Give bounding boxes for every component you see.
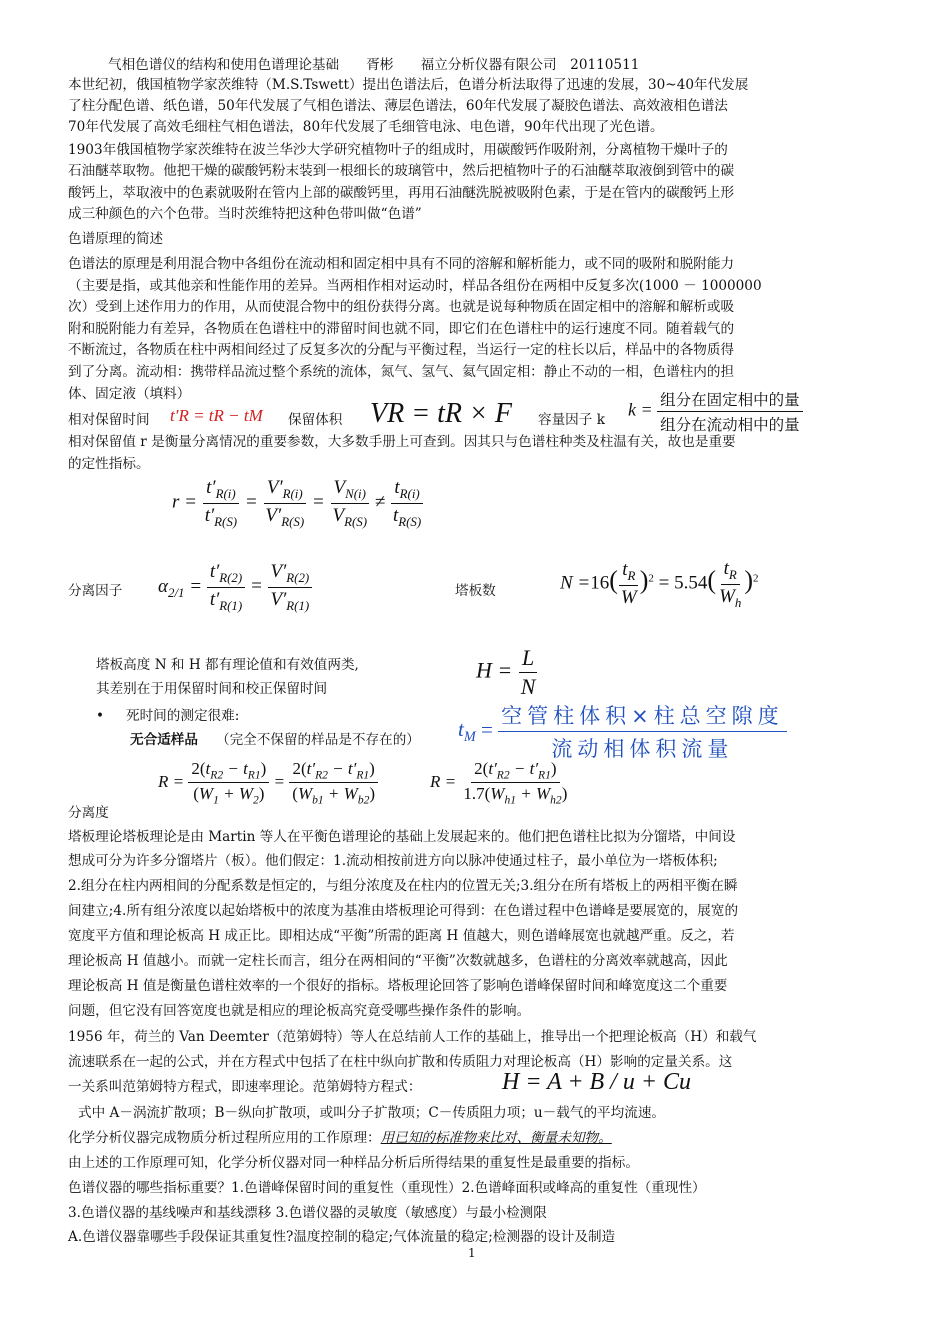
no-sample-note: （完全不保留的样品是不存在的） bbox=[216, 732, 420, 748]
analysis-line: 3.色谱仪器的基线噪声和基线漂移 3.色谱仪器的灵敏度（敏感度）与最小检测限 bbox=[68, 1205, 547, 1221]
r-description: 的定性指标。 bbox=[68, 456, 150, 472]
intro-line: 酸钙上，萃取液中的色素就吸附在管内上部的碳酸钙里，再用石油醚洗脱被吸附色素，于是在管内的碳酸钙上形 bbox=[68, 185, 735, 201]
plate-theory-line: 想成可分为许多分馏塔片（板）。他们假定：1.流动相按前进方向以脉冲使通过柱子，最小单位为一塔板体积; bbox=[68, 853, 718, 869]
plate-theory-line: 2.组分在柱内两相间的分配系数是恒定的，与组分浓度及在柱内的位置无关;3.组分在所有塔板上的两相平衡在瞬 bbox=[68, 878, 738, 894]
section-title: 色谱原理的简述 bbox=[68, 231, 164, 247]
principle-line: 体、固定液（填料） bbox=[68, 386, 191, 402]
k-numerator: 组分在固定相中的量 bbox=[657, 388, 803, 412]
plate-height-formula: H = $\frac{L}{N}$ bbox=[476, 645, 536, 699]
principle-line: 色谱法的原理是利用混合物中各组份在流动相和固定相中具有不同的溶解和解析能力，或不同的吸附和脱附能力 bbox=[68, 256, 735, 272]
analysis-principle-emphasis: 用已知的标准物来比对、衡量未知物。 bbox=[380, 1130, 612, 1146]
capacity-factor-label: 容量因子 k bbox=[538, 412, 605, 428]
van-deemter-line: 1956 年，荷兰的 Van Deemter（范第姆特）等人在总结前人工作的基础上，推导出一个把理论板高（H）和载气 bbox=[68, 1029, 757, 1045]
principle-line: 到了分离。流动相：携带样品流过整个系统的流体，氮气、氢气、氦气固定相：静止不动的一相，色谱柱内的担 bbox=[68, 364, 735, 380]
plate-theory-line: 宽度平方值和理论板高 H 成正比。即相达成“平衡”所需的距离 H 值越大，则色谱峰展宽也就越严重。反之，若 bbox=[68, 928, 735, 944]
intro-line: 了柱分配色谱、纸色谱，50年代发展了气相色谱法、薄层色谱法，60年代发展了凝胶色谱法、高效液相色谱法 bbox=[68, 98, 728, 114]
resolution-formula-half-width: R = $\frac{2(t'_{R2} - t'_{R1})}{1.7(W_{h1} + W_{h2})}$ bbox=[430, 759, 568, 807]
analysis-line: 色谱仪器的哪些指标重要？1.色谱峰保留时间的重复性（重现性）2.色谱峰面积或峰高的重复性（重现性） bbox=[68, 1180, 706, 1196]
dead-time-formula: $t_M$ = $\frac{\text{空管柱体积×柱总空隙度}}{\text{流动相体积流量}}$ bbox=[458, 700, 787, 763]
van-deemter-terms: 式中 A－涡流扩散项；B－纵向扩散项，或叫分子扩散项；C－传质阻力项；u－载气的平均流速。 bbox=[78, 1105, 666, 1121]
resolution-label: 分离度 bbox=[68, 805, 109, 821]
van-deemter-line: 一关系叫范第姆特方程式，即速率理论。范第姆特方程式： bbox=[68, 1079, 422, 1095]
dead-time-denominator: 流动相体积流量 bbox=[551, 737, 734, 761]
principle-line: 不断流过，各物质在柱中两相间经过了反复多次的分配与平衡过程，当运行一定的柱长以后，样品中的各物质得 bbox=[68, 342, 735, 358]
rel-retention-label: 相对保留时间 bbox=[68, 412, 150, 428]
separation-factor-formula: $\alpha_{2/1}$ = $\frac{t'_{R(2)}}{t'_{R(1)}}$ = $\frac{V'_{R(2)}}{V'_{R(1)}}$ bbox=[158, 561, 312, 614]
plate-number-label: 塔板数 bbox=[455, 583, 496, 599]
plate-number-formula: N =16( $\frac{t_R}{W}$ )$^2$ = 5.54( $\frac{t_R}{W_h}$ )$^2$ bbox=[560, 558, 759, 610]
plate-height-note: 塔板高度 N 和 H 都有理论值和有效值两类, bbox=[96, 657, 359, 673]
analysis-line: 由上述的工作原理可知，化学分析仪器对同一种样品分析后所得结果的重复性是最重要的指标。 bbox=[68, 1155, 639, 1171]
plate-theory-line: 理论板高 H 值越小。而就一定柱长而言，组分在两相间的“平衡”次数就越多，色谱柱的分离效率就越高，因此 bbox=[68, 953, 728, 969]
plate-number-coefficient-effective: 5.54 bbox=[674, 572, 708, 594]
retention-volume-label: 保留体积 bbox=[288, 412, 343, 428]
plate-height-note: 其差别在于用保留时间和校正保留时间 bbox=[96, 681, 328, 697]
page-header: 气相色谱仪的结构和使用色谱理论基础 胥彬 福立分析仪器有限公司 20110511 bbox=[108, 57, 640, 73]
van-deemter-line: 流速联系在一起的公式，并在方程式中包括了在柱中纵向扩散和传质阻力对理论板高（H）影响的定量关系。这 bbox=[68, 1054, 733, 1070]
retention-volume-equation: VR = tR × F bbox=[370, 398, 512, 429]
analysis-line: A.色谱仪器靠哪些手段保证其重复性?温度控制的稳定;气体流量的稳定;检测器的设计及制造 bbox=[68, 1229, 616, 1245]
principle-line: 次）受到上述作用力的作用，从而使混合物中的组份获得分离。也就是说每种物质在固定相中的溶解和解析或吸 bbox=[68, 299, 735, 315]
r-description: 相对保留值 r 是衡量分离情况的重要参数，大多数手册上可查到。因其只与色谱柱种类及柱温有关，故也是重要 bbox=[68, 434, 736, 450]
analysis-line bbox=[68, 1129, 612, 1147]
dead-time-numerator: 空管柱体积×柱总空隙度 bbox=[498, 700, 787, 732]
separation-factor-label: 分离因子 bbox=[68, 583, 123, 599]
k-denominator: 组分在流动相中的量 bbox=[660, 416, 800, 434]
intro-line: 石油醚萃取物。他把干燥的碳酸钙粉末装到一根细长的玻璃管中，然后把植物叶子的石油醚萃取液倒到管中的碳 bbox=[68, 163, 735, 179]
no-sample-label: 无合适样品 bbox=[130, 732, 198, 748]
analysis-principle-prefix: 化学分析仪器完成物质分析过程所应用的工作原理： bbox=[68, 1130, 381, 1146]
plate-theory-line: 间建立;4.所有组分浓度以起始塔板中的浓度为基准由塔板理论可得到：在色谱过程中色谱峰是要展宽的，展宽的 bbox=[68, 903, 739, 919]
resolution-formula: R = $\frac{2(t_{R2} - t_{R1})}{(W_1 + W_2)}$ = $\frac{2(t'_{R2} - t'_{R1})}{(W_{b1} + W_{b2})}$ bbox=[158, 759, 378, 807]
bullet: • bbox=[96, 708, 105, 724]
plate-theory-line: 问题，但它没有回答宽度也就是相应的理论板高究竟受哪些操作条件的影响。 bbox=[68, 1003, 531, 1019]
page-number: 1 bbox=[468, 1246, 476, 1260]
van-deemter-equation: H = A + B / u + Cu bbox=[502, 1069, 692, 1095]
principle-line: 附和脱附能力有差异，各物质在色谱柱中的滞留时间也就不同，即它们在色谱柱中的运行速度不同。随着载气的 bbox=[68, 321, 735, 337]
intro-line: 70年代发展了高效毛细柱气相色谱法，80年代发展了毛细管电泳、电色谱，90年代出现了光色谱。 bbox=[68, 119, 664, 135]
capacity-factor-equation: k = $\frac{\text{组分在固定相中的量}}{\text{组分在流动相中的量}}$ bbox=[628, 388, 803, 435]
dead-time-note: 死时间的测定很难: bbox=[126, 708, 240, 724]
plate-theory-line: 理论板高 H 值是衡量色谱柱效率的一个很好的指标。塔板理论回答了影响色谱峰保留时间和峰宽度这二个重要 bbox=[68, 978, 728, 994]
corrected-retention-equation: t′R = tR − tM bbox=[170, 406, 263, 425]
intro-line: 1903年俄国植物学家茨维特在波兰华沙大学研究植物叶子的组成时，用碳酸钙作吸附剂，分离植物干燥叶子的 bbox=[68, 142, 728, 158]
plate-number-coefficient: 16 bbox=[590, 572, 610, 594]
relative-retention-formula: r = $\frac{t'_{R(i)}}{t'_{R(S)}}$ = $\frac{V'_{R(i)}}{V'_{R(S)}}$ = $\frac{V_{N(i)}}{V_{R(S)}}$ ≠ $\frac{t_{R(i)}}{t_{R(S)}}$ bbox=[172, 477, 422, 529]
intro-line: 本世纪初，俄国植物学家茨维特（M.S.Tswett）提出色谱法后，色谱分析法取得了迅速的发展，30~40年代发展 bbox=[68, 77, 749, 93]
intro-line: 成三种颜色的六个色带。当时茨维特把这种色带叫做“色谱” bbox=[68, 206, 422, 222]
principle-line: （主要是指，或其他亲和性能作用的差异。当两相作相对运动时，样品各组份在两相中反复多次(1000 － 1000000 bbox=[68, 278, 762, 294]
plate-theory-line: 塔板理论塔板理论是由 Martin 等人在平衡色谱理论的基础上发展起来的。他们把色谱柱比拟为分馏塔，中间设 bbox=[68, 829, 736, 845]
